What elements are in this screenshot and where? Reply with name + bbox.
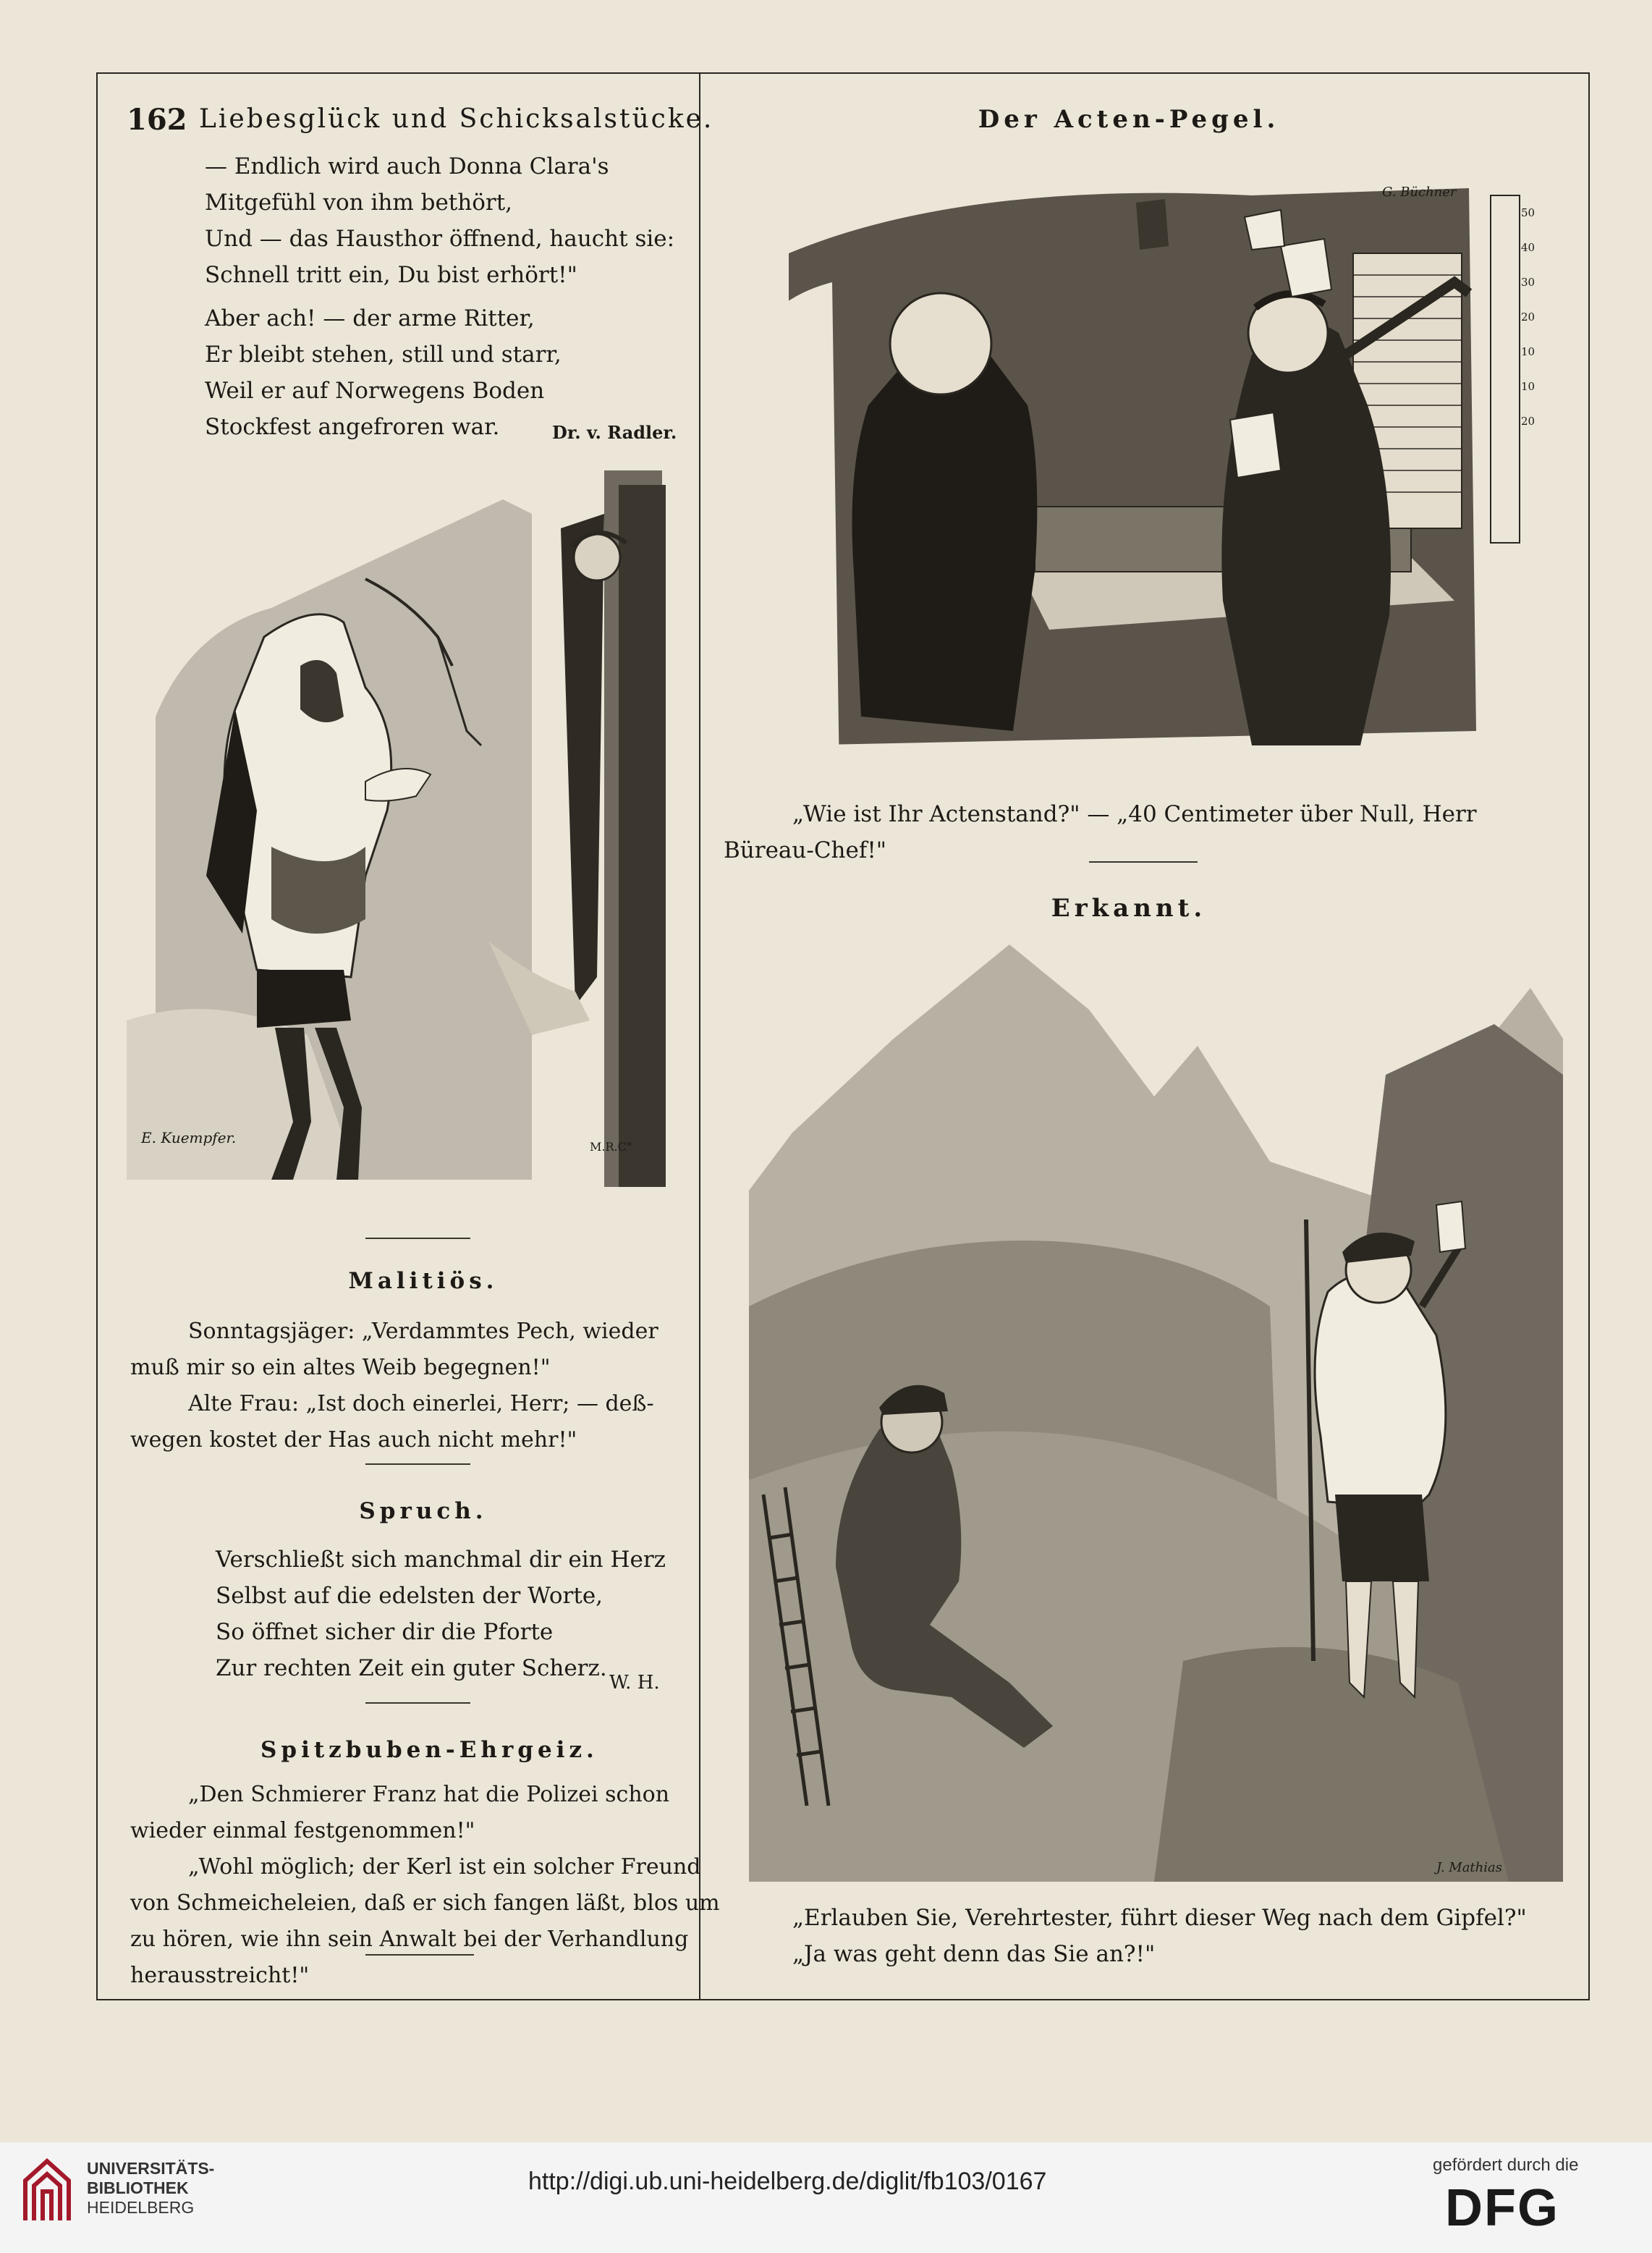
knight-drawing	[127, 470, 666, 1187]
office-illustration	[745, 166, 1559, 778]
scale-mark: 30	[1521, 276, 1535, 289]
poem-line: Schnell tritt ein, Du bist erhört!"	[205, 262, 577, 288]
poem-stanza-2	[205, 300, 562, 445]
funding-note: gefördert durch die	[1433, 2155, 1579, 2175]
spitzbuben-heading: Spitzbuben-Ehrgeiz.	[260, 1737, 598, 1763]
caption-line: „Wie ist Ihr Actenstand?" — „40 Centimeter über Null, Herr	[792, 801, 1477, 827]
verse-line: Zur rechten Zeit ein guter Scherz.	[216, 1655, 607, 1681]
separator-rule	[1089, 861, 1198, 863]
caption-line: „Erlauben Sie, Verehrtester, führt dieser Weg nach dem Gipfel?"	[792, 1905, 1527, 1931]
poem-line: Aber ach! — der arme Ritter,	[205, 305, 535, 331]
acten-caption	[724, 796, 1567, 868]
ub-heidelberg-logo-icon	[18, 2155, 76, 2224]
text-line: wegen kostet der Has auch nicht mehr!"	[130, 1427, 577, 1453]
spitzbuben-text	[130, 1777, 720, 1994]
scale-mark: 20	[1521, 310, 1535, 324]
illustration-signature-left: E. Kuempfer.	[141, 1129, 237, 1146]
erkannt-heading: Erkannt.	[1051, 894, 1207, 923]
institution-line: HEIDELBERG	[87, 2198, 195, 2217]
scale-mark: 50	[1521, 206, 1535, 219]
text-line: wieder einmal festgenommen!"	[130, 1818, 475, 1843]
column-divider	[699, 72, 700, 1999]
poem-line: — Endlich wird auch Donna Clara's	[205, 153, 609, 179]
text-line: muß mir so ein altes Weib begegnen!"	[130, 1355, 551, 1380]
erkannt-caption	[792, 1900, 1559, 1972]
text-line: „Den Schmierer Franz hat die Polizei schon	[188, 1782, 670, 1807]
text-line: zu hören, wie ihn sein Anwalt bei der Verhandlung	[130, 1927, 689, 1952]
text-line: „Wohl möglich; der Kerl ist ein solcher Freund	[188, 1854, 701, 1880]
dfg-logo: DFG	[1445, 2179, 1559, 2237]
scale-mark: 40	[1521, 241, 1535, 254]
separator-rule	[365, 1238, 470, 1239]
knight-illustration	[127, 470, 666, 1187]
separator-rule	[365, 1954, 474, 1956]
institution-name	[87, 2159, 214, 2218]
verse-line: So öffnet sicher dir die Pforte	[216, 1619, 554, 1645]
text-line: von Schmeicheleien, daß er sich fangen läßt, blos um	[130, 1890, 720, 1916]
text-line: Sonntagsjäger: „Verdammtes Pech, wieder	[188, 1319, 658, 1344]
spruch-signature: W. H.	[609, 1672, 660, 1694]
page-number: 162	[127, 103, 187, 137]
spruch-heading: Spruch.	[359, 1498, 488, 1524]
office-drawing	[745, 166, 1559, 778]
poem-line: Und — das Hausthor öffnend, haucht sie:	[205, 226, 675, 252]
poem-stanza-1	[205, 148, 674, 293]
acten-pegel-heading: Der Acten-Pegel.	[978, 105, 1280, 134]
institution-line: UNIVERSITÄTS-	[87, 2159, 215, 2178]
separator-rule	[365, 1702, 470, 1704]
poem-line: Mitgefühl von ihm bethört,	[205, 190, 513, 216]
scale-mark: 20	[1521, 415, 1535, 428]
running-title: Liebesglück und Schicksalstücke.	[199, 104, 714, 134]
source-url-link[interactable]: http://digi.ub.uni-heidelberg.de/diglit/fb103/0167	[528, 2168, 1047, 2195]
text-line: Alte Frau: „Ist doch einerlei, Herr; — deß-	[188, 1391, 654, 1416]
poem-line: Stockfest angefroren war.	[205, 414, 500, 440]
malitioes-text	[130, 1314, 695, 1458]
poem-signature: Dr. v. Radler.	[552, 422, 677, 443]
caption-line: Büreau-Chef!"	[724, 837, 887, 863]
scale-mark: 10	[1521, 345, 1535, 358]
poem-line: Er bleibt stehen, still und starr,	[205, 342, 562, 368]
separator-rule	[365, 1463, 470, 1465]
poem-line: Weil er auf Norwegens Boden	[205, 378, 545, 404]
spruch-verse	[216, 1542, 666, 1686]
erkannt-signature: J. Mathias	[1436, 1860, 1502, 1875]
verse-line: Verschließt sich manchmal dir ein Herz	[216, 1547, 666, 1573]
text-line: herausstreicht!"	[130, 1963, 310, 1988]
institution-line: BIBLIOTHEK	[87, 2178, 189, 2197]
caption-line: „Ja was geht denn das Sie an?!"	[792, 1941, 1156, 1967]
pegel-scale	[1521, 195, 1535, 439]
acten-signature: G. Büchner	[1382, 185, 1457, 200]
scale-mark: 10	[1521, 380, 1535, 393]
mountain-illustration	[749, 930, 1563, 1882]
mountain-drawing	[749, 930, 1563, 1882]
illustration-signature-right: M.R.C°	[590, 1140, 632, 1154]
verse-line: Selbst auf die edelsten der Worte,	[216, 1583, 603, 1609]
footer-bar	[0, 2142, 1652, 2253]
malitioes-heading: Malitiös.	[348, 1268, 499, 1294]
